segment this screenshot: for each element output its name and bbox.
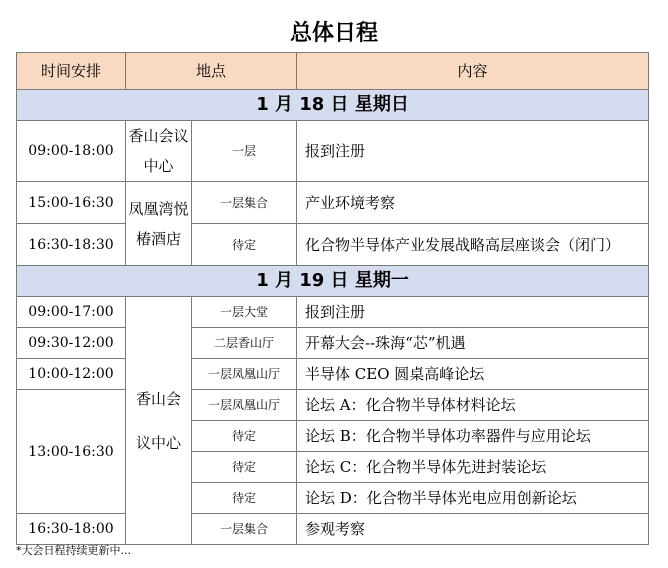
room-cell: 一层凤凰山厅 <box>192 390 297 421</box>
day-row <box>17 90 649 121</box>
header-place: 地点 <box>126 53 297 90</box>
room-cell: 待定 <box>192 452 297 483</box>
content-cell: 论坛 B：化合物半导体功率器件与应用论坛 <box>297 421 649 452</box>
room-cell: 待定 <box>192 483 297 514</box>
table-row <box>17 182 649 224</box>
room-cell: 一层大堂 <box>192 297 297 328</box>
table-row <box>17 224 649 266</box>
time-cell: 16:30-18:30 <box>17 224 126 266</box>
content-cell: 参观考察 <box>297 514 649 545</box>
header-content: 内容 <box>297 53 649 90</box>
content-cell: 论坛 C：化合物半导体先进封装论坛 <box>297 452 649 483</box>
day-row <box>17 266 649 297</box>
room-cell: 一层集合 <box>192 182 297 224</box>
header-row <box>17 53 649 90</box>
venue-cell: 香山会议中心 <box>126 121 192 182</box>
room-cell: 待定 <box>192 224 297 266</box>
venue-cell <box>126 297 192 545</box>
venue-cell: 凤凰湾悦椿酒店 <box>126 182 192 266</box>
content-cell: 产业环境考察 <box>297 182 649 224</box>
content-cell: 半导体 CEO 圆桌高峰论坛 <box>297 359 649 390</box>
room-cell: 一层集合 <box>192 514 297 545</box>
schedule-table <box>16 52 649 545</box>
venue-label: 香山会议中心 <box>136 389 182 452</box>
content-cell: 论坛 D：化合物半导体光电应用创新论坛 <box>297 483 649 514</box>
time-cell: 15:00-16:30 <box>17 182 126 224</box>
day-label: 1 月 19 日 星期一 <box>17 266 649 297</box>
table-row <box>17 390 649 421</box>
time-cell: 09:30-12:00 <box>17 328 126 359</box>
page-title: 总体日程 <box>289 21 378 46</box>
time-cell: 10:00-12:00 <box>17 359 126 390</box>
content-cell: 开幕大会--珠海“芯”机遇 <box>297 328 649 359</box>
time-cell: 13:00-16:30 <box>17 390 126 514</box>
content-cell: 报到注册 <box>297 297 649 328</box>
room-cell: 二层香山厅 <box>192 328 297 359</box>
table-row <box>17 297 649 328</box>
content-cell: 论坛 A：化合物半导体材料论坛 <box>297 390 649 421</box>
content-cell: 报到注册 <box>297 121 649 182</box>
content-cell: 化合物半导体产业发展战略高层座谈会（闭门） <box>297 224 649 266</box>
table-row <box>17 328 649 359</box>
table-row <box>17 359 649 390</box>
room-cell: 待定 <box>192 421 297 452</box>
room-cell: 一层凤凰山厅 <box>192 359 297 390</box>
header-time: 时间安排 <box>17 53 126 90</box>
time-cell: 16:30-18:00 <box>17 514 126 545</box>
day-label: 1 月 18 日 星期日 <box>17 90 649 121</box>
footnote: *大会日程持续更新中... <box>16 544 131 557</box>
table-row <box>17 121 649 182</box>
table-row <box>17 514 649 545</box>
time-cell: 09:00-18:00 <box>17 121 126 182</box>
time-cell: 09:00-17:00 <box>17 297 126 328</box>
room-cell: 一层 <box>192 121 297 182</box>
